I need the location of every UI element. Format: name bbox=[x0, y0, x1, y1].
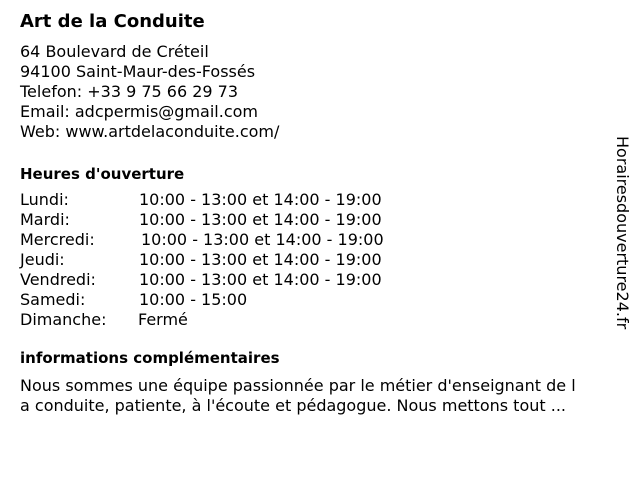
info-heading: informations complémentaires bbox=[20, 349, 280, 367]
day-label: Jeudi: bbox=[20, 250, 65, 269]
time-value: 10:00 - 13:00 et 14:00 - 19:00 bbox=[139, 190, 382, 209]
info-line-1: Nous sommes une équipe passionnée par le métier d'enseignant de l bbox=[20, 376, 576, 395]
hours-row-dimanche bbox=[20, 310, 605, 330]
day-label: Vendredi: bbox=[20, 270, 96, 289]
contact-block bbox=[20, 42, 605, 142]
hours-row-samedi bbox=[20, 290, 605, 310]
info-line-2: a conduite, patiente, à l'écoute et pédagogue. Nous mettons tout ... bbox=[20, 396, 566, 415]
hours-row-mardi bbox=[20, 210, 605, 230]
address-line-2: 94100 Saint-Maur-des-Fossés bbox=[20, 62, 256, 81]
business-card bbox=[20, 10, 605, 416]
hours-row-lundi bbox=[20, 190, 605, 210]
day-label: Mardi: bbox=[20, 210, 70, 229]
time-value: Fermé bbox=[138, 310, 188, 329]
email-text: Email: adcpermis@gmail.com bbox=[20, 102, 258, 121]
opening-hours-table bbox=[20, 190, 605, 330]
time-value: 10:00 - 13:00 et 14:00 - 19:00 bbox=[141, 230, 384, 249]
time-value: 10:00 - 13:00 et 14:00 - 19:00 bbox=[139, 210, 382, 229]
day-label: Mercredi: bbox=[20, 230, 95, 249]
time-value: 10:00 - 13:00 et 14:00 - 19:00 bbox=[139, 270, 382, 289]
website-text: Web: www.artdelaconduite.com/ bbox=[20, 122, 280, 141]
time-value: 10:00 - 15:00 bbox=[139, 290, 248, 309]
hours-heading: Heures d'ouverture bbox=[20, 165, 185, 183]
hours-row-jeudi bbox=[20, 250, 605, 270]
address-line-1: 64 Boulevard de Créteil bbox=[20, 42, 209, 61]
hours-row-vendredi bbox=[20, 270, 605, 290]
business-name: Art de la Conduite bbox=[20, 11, 205, 32]
day-label: Lundi: bbox=[20, 190, 69, 209]
phone-text: Telefon: +33 9 75 66 29 73 bbox=[20, 82, 239, 101]
hours-row-mercredi bbox=[20, 230, 605, 250]
time-value: 10:00 - 13:00 et 14:00 - 19:00 bbox=[139, 250, 382, 269]
site-watermark: Horairesdouverture24.fr bbox=[613, 136, 632, 330]
info-description bbox=[20, 376, 620, 416]
day-label: Dimanche: bbox=[20, 310, 107, 329]
day-label: Samedi: bbox=[20, 290, 86, 309]
